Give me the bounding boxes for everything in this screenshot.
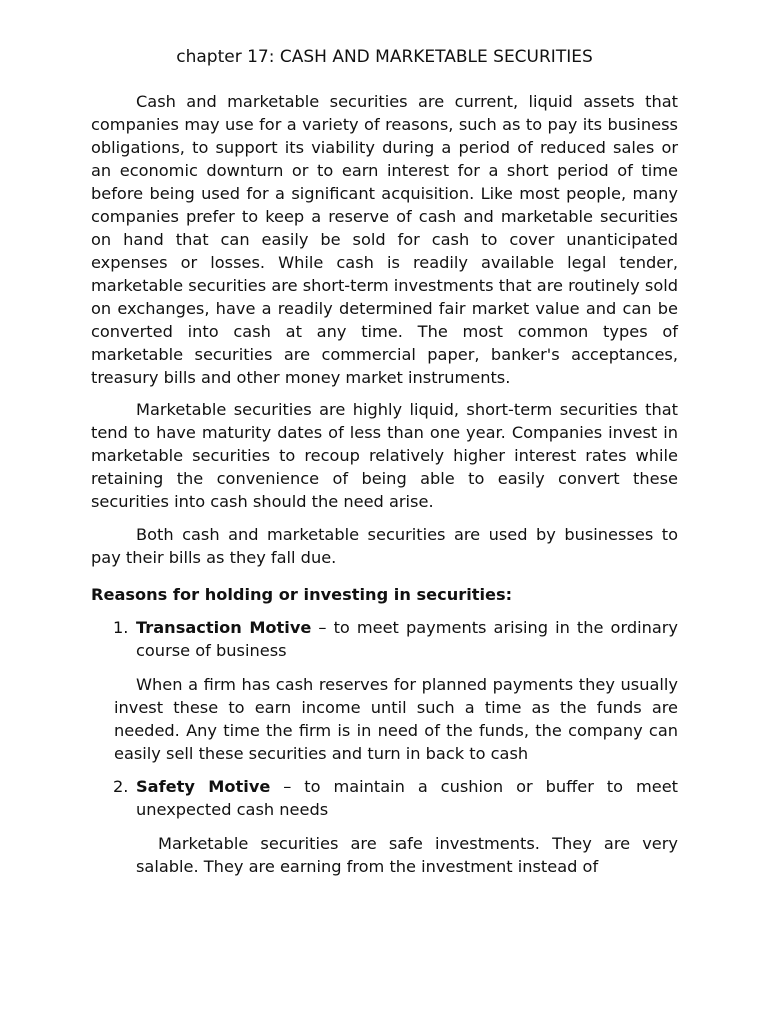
motive-definition: – to meet payments arising in the ordinary course of business <box>136 618 679 660</box>
motive-body: When a firm has cash reserves for planned payments they usually invest these to earn income until such a time as the funds are needed. Any time the firm is in need of the funds, the company can easily sell these securities and turn in back to cash <box>114 675 678 763</box>
list-item <box>91 616 678 765</box>
motive-body: Marketable securities are safe investments. They are very salable. They are earning from the investment instead of <box>136 834 678 876</box>
intro-paragraph: Cash and marketable securities are current, liquid assets that companies may use for a variety of reasons, such as to pay its business obligations, to support its viability during a period of reduced sales or an economic downturn or to earn interest for a short period of time before being used for a significant acquisition. Like most people, many companies prefer to keep a reserve of cash and marketable securities on hand that can easily be sold for cash to cover unanticipated expenses or losses. While cash is readily available legal tender, marketable securities are short-term investments that are routinely sold on exchanges, have a readily determined fair market value and can be converted into cash at any time. The most common types of marketable securities are commercial paper, banker's acceptances, treasury bills and other money market instruments. <box>91 92 678 387</box>
motive-heading <box>136 775 678 821</box>
list-number: 1. <box>113 618 129 637</box>
chapter-title: chapter 17: CASH AND MARKETABLE SECURITIES <box>176 47 593 67</box>
document-page <box>91 44 678 878</box>
marketable-securities-paragraph: Marketable securities are highly liquid, short-term securities that tend to have maturity dates of less than one year. Companies invest in marketable securities to recoup relatively higher interest rates while retaining the convenience of being able to easily convert these securities into cash should the need arise. <box>91 400 678 511</box>
motives-list <box>91 616 678 878</box>
usage-paragraph: Both cash and marketable securities are used by businesses to pay their bills as they fall due. <box>91 525 678 567</box>
section-heading: Reasons for holding or investing in securities: <box>91 585 513 604</box>
motive-term: Transaction Motive <box>136 618 312 637</box>
list-item <box>91 775 678 878</box>
motive-heading <box>136 616 678 662</box>
motive-definition: – to maintain a cushion or buffer to meet unexpected cash needs <box>136 777 679 819</box>
motive-term: Safety Motive <box>136 777 271 796</box>
list-number: 2. <box>113 777 129 796</box>
